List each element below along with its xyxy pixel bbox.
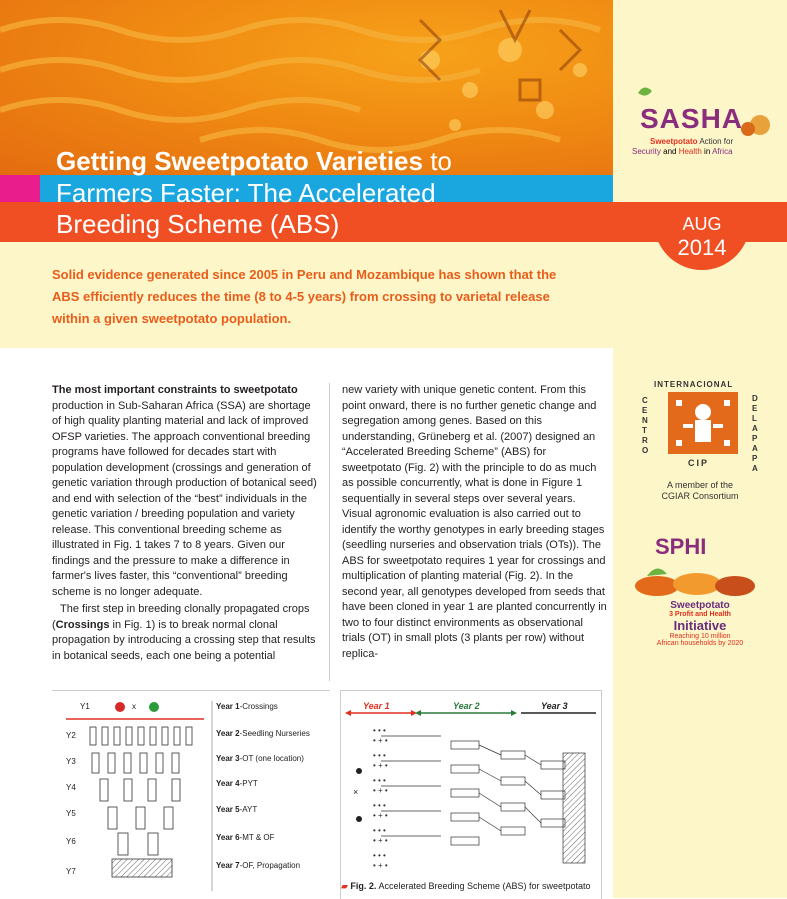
step-6: Year 6-MT & OF bbox=[216, 833, 275, 842]
sphi-name: SPHI bbox=[655, 534, 707, 559]
row-label-y7: Y7 bbox=[66, 867, 76, 876]
summary-text: Solid evidence generated since 2005 in Peru and Mozambique has shown that the ABS efficiently reduces the time (8 to 4-5 years) from crossing to varietal release within a given sweetpotato population. bbox=[52, 267, 557, 326]
date-month: AUG bbox=[682, 214, 722, 234]
figure-1 bbox=[52, 690, 330, 899]
abs-diagram bbox=[341, 691, 601, 881]
date-year: 2014 bbox=[677, 235, 727, 260]
svg-text:• • •: • • • bbox=[373, 726, 386, 735]
sphi-text: Sweetpotato 3 Profit and Health Initiative Reaching 10 million African households by 2020 bbox=[656, 600, 744, 647]
svg-text:• + •: • + • bbox=[373, 836, 388, 845]
cip-logo bbox=[640, 380, 760, 475]
cip-emblem-icon bbox=[668, 392, 738, 454]
svg-text:• + •: • + • bbox=[373, 736, 388, 745]
page-title-line2: Farmers Faster: The Accelerated bbox=[56, 178, 436, 208]
fig2-caption: ▰ Fig. 2. Accelerated Breeding Scheme (ABS) for sweetpotato bbox=[341, 881, 591, 891]
svg-text:• • •: • • • bbox=[373, 801, 386, 810]
page-title-line1: Getting Sweetpotato Varieties to bbox=[56, 146, 452, 176]
cip-left-text: CENTRO bbox=[642, 396, 649, 455]
step-5: Year 5-AYT bbox=[216, 805, 258, 814]
sphi-produce-icon bbox=[627, 558, 767, 598]
svg-text:• • •: • • • bbox=[373, 851, 386, 860]
svg-text:• + •: • + • bbox=[373, 811, 388, 820]
svg-text:• • •: • • • bbox=[373, 776, 386, 785]
row-label-y3: Y3 bbox=[66, 757, 76, 766]
step-1: Year 1-Crossings bbox=[216, 702, 278, 711]
step-4: Year 4-PYT bbox=[216, 779, 258, 788]
date-badge bbox=[654, 208, 750, 270]
body-column-2 bbox=[342, 383, 608, 662]
fig2-year2: Year 2 bbox=[453, 701, 480, 711]
body-column-1 bbox=[52, 383, 318, 664]
fig2-year3: Year 3 bbox=[541, 701, 568, 711]
paragraph-3: new variety with unique genetic content. From this point onward, there is no further genetic change and segregation among genes. Based on this understanding, Grüneberg et al. (2007) designed an “Accelerated Breeding Scheme” (ABS) for sweetpotato (Fig. 2) with the principle to do as much as possible concurrently, what is done in Figure 1 sequentially in several steps over several years. Visual agronomic evaluation is also carried out to identify the worthy genotypes in early breeding stages (seedling nurseries and observation trials (OTs)). The ABS for sweetpotato requires 1 year for crossings and multiplication of planting material (Fig. 2). In the second year, all genotypes developed from seeds that have been cloned in year 1 are planted concurrently in two to four distinct environments as observational trials (OT) in small plots (3 plants per row) without replica- bbox=[342, 384, 607, 660]
paragraph-1: The most important constraints to sweetpotato production in Sub-Saharan Africa (SSA) are shortage of high quality planting material and lack of improved OFSP varieties. The approach conventional breeding programs have followed for decades start with population development (crossings and generation of genetic variation through production of botanical seed) and end with selection of the “best” individuals in the genetic variation / breeding population and variety release. This conventional breeding scheme as illustrated in Fig. 1 takes 7 to 8 years. Given our findings and the pressure to make a difference in farmer's lives faster, this “conventional” breeding scheme is no longer adequate. bbox=[52, 384, 317, 598]
cip-top-text: INTERNACIONAL bbox=[654, 380, 734, 389]
cip-mark: CIP bbox=[688, 458, 710, 468]
fig2-year1: Year 1 bbox=[363, 701, 390, 711]
page-title-line3: Breeding Scheme (ABS) bbox=[56, 209, 340, 239]
paragraph-2: The first step in breeding clonally propagated crops (Crossings in Fig. 1) is to break normal clonal propagation by introducing a crossing step that results in botanical seeds, each one being a potential bbox=[52, 603, 316, 662]
column-divider bbox=[329, 383, 330, 681]
row-label-y2: Y2 bbox=[66, 731, 76, 740]
step-2: Year 2-Seedling Nurseries bbox=[216, 729, 310, 738]
step-7: Year 7-OF, Propagation bbox=[216, 861, 301, 870]
cgiar-text: A member of the CGIAR Consortium bbox=[661, 480, 739, 501]
cip-right-text: DE LA PAPA bbox=[752, 394, 758, 473]
cross-symbol: x bbox=[132, 702, 136, 711]
figure-2 bbox=[340, 690, 602, 899]
row-label-y1: Y1 bbox=[80, 702, 90, 711]
svg-text:• + •: • + • bbox=[373, 761, 388, 770]
svg-text:• + •: • + • bbox=[373, 786, 388, 795]
svg-text:• • •: • • • bbox=[373, 826, 386, 835]
sasha-name: SASHA bbox=[640, 103, 744, 134]
summary-box bbox=[0, 242, 613, 348]
sasha-logo bbox=[630, 85, 780, 156]
row-label-y5: Y5 bbox=[66, 809, 76, 818]
row-label-y4: Y4 bbox=[66, 783, 76, 792]
pink-band bbox=[0, 175, 40, 202]
svg-text:• + •: • + • bbox=[373, 861, 388, 870]
row-label-y6: Y6 bbox=[66, 837, 76, 846]
svg-text:• • •: • • • bbox=[373, 751, 386, 760]
caption-marker-icon: ▰ bbox=[341, 881, 351, 891]
sasha-subtitle-2: Security and Health in Africa bbox=[632, 147, 733, 156]
step-3: Year 3-OT (one location) bbox=[216, 754, 304, 763]
fig2-cross-symbol: × bbox=[353, 787, 359, 797]
sasha-subtitle-1: Sweetpotato Action for bbox=[650, 137, 734, 146]
